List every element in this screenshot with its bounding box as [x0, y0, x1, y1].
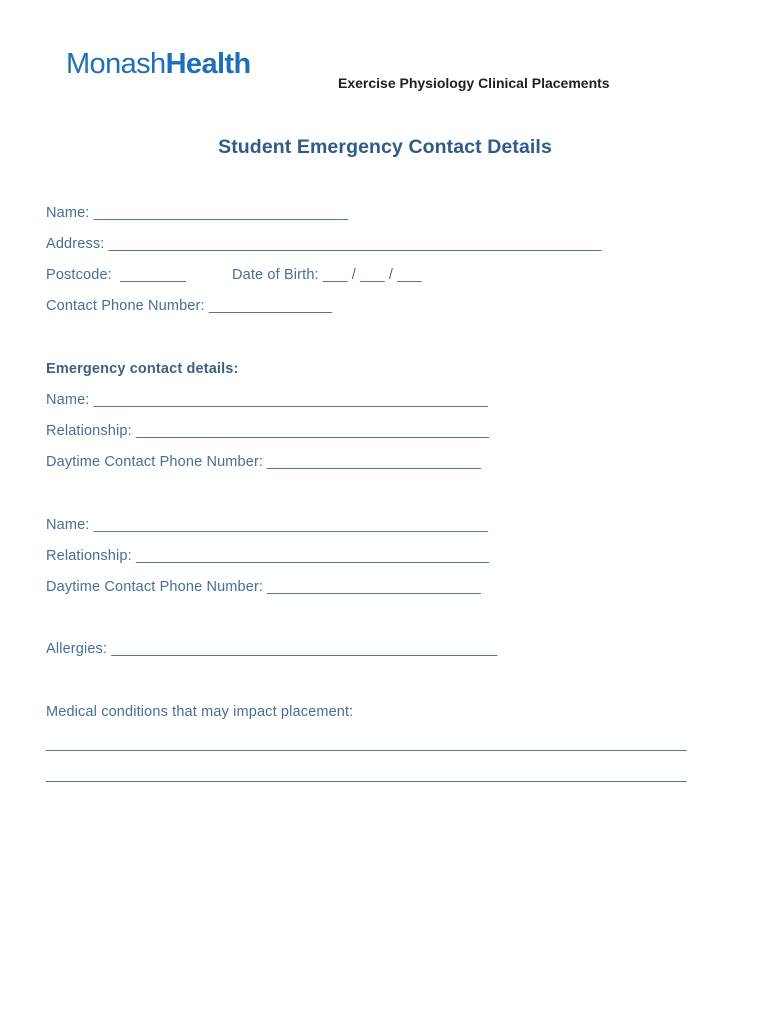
student-postcode-field[interactable]: Postcode: ________: [46, 267, 186, 283]
student-name-field[interactable]: Name: _______________________________: [46, 205, 349, 221]
header-subtitle: Exercise Physiology Clinical Placements: [338, 75, 610, 91]
medical-conditions-line-1[interactable]: ______________________________________________________________________________: [46, 736, 687, 752]
student-address-field[interactable]: Address: ____________________________________________________________: [46, 236, 602, 252]
logo-text-bold: Health: [165, 48, 251, 80]
emergency2-phone-field[interactable]: Daytime Contact Phone Number: __________________________: [46, 579, 481, 595]
emergency1-relationship-field[interactable]: Relationship: ___________________________________________: [46, 423, 490, 439]
logo-text-light: Monash: [66, 48, 166, 80]
emergency2-relationship-field[interactable]: Relationship: ___________________________________________: [46, 548, 490, 564]
document-title: Student Emergency Contact Details: [218, 136, 552, 158]
monash-health-logo: [66, 48, 251, 81]
medical-conditions-line-2[interactable]: ______________________________________________________________________________: [46, 767, 687, 783]
allergies-field[interactable]: Allergies: _______________________________________________: [46, 641, 498, 657]
emergency1-name-field[interactable]: Name: ________________________________________________: [46, 392, 488, 408]
student-phone-field[interactable]: Contact Phone Number: _______________: [46, 298, 333, 314]
emergency1-phone-field[interactable]: Daytime Contact Phone Number: __________________________: [46, 454, 481, 470]
student-dob-field[interactable]: Date of Birth: ___ / ___ / ___: [232, 267, 422, 283]
medical-conditions-label: Medical conditions that may impact placement:: [46, 704, 354, 720]
emergency2-name-field[interactable]: Name: ________________________________________________: [46, 517, 488, 533]
emergency-heading: Emergency contact details:: [46, 361, 239, 377]
